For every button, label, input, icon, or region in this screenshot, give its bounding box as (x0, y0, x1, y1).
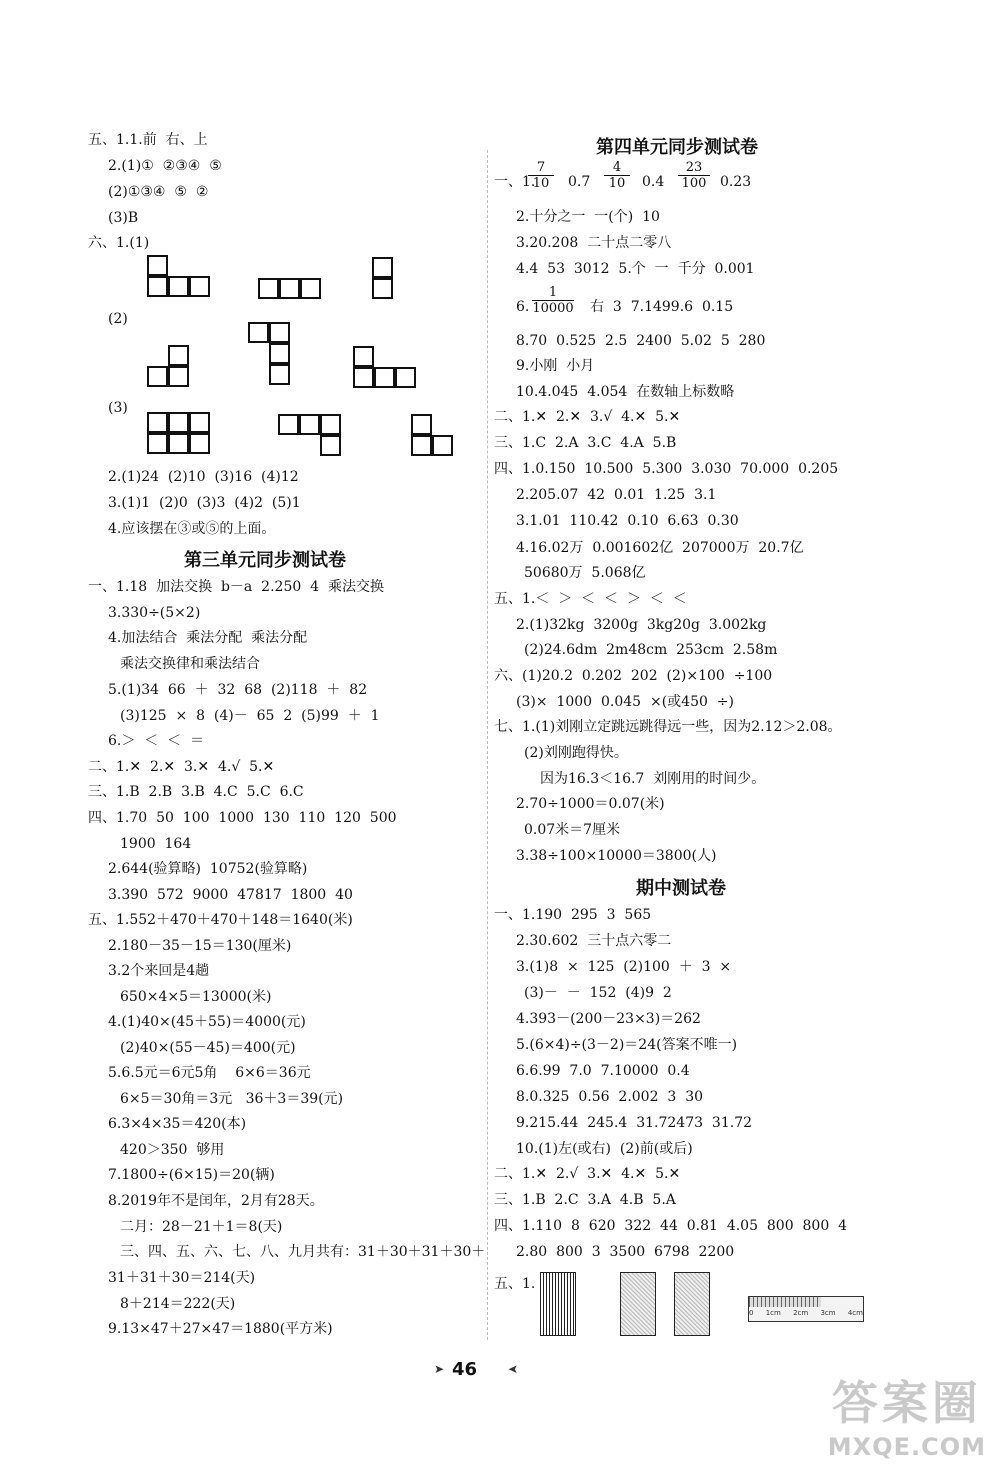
text-line: 3.390 572 9000 47817 1800 40 (108, 887, 353, 903)
column-divider (487, 150, 488, 1340)
text-line: (3)－ － 152 (4)9 2 (524, 985, 672, 1001)
text-line: 五、1.1.前 右、上 (88, 132, 208, 148)
text-line: 因为16.3＜16.7 刘刚用的时间少。 (540, 771, 766, 787)
fraction (528, 160, 554, 191)
ruler-label: 1cm (765, 1309, 781, 1317)
text-line: 420＞350 够用 (120, 1142, 225, 1158)
text-line: 6.＞ ＜ ＜ ＝ (108, 733, 205, 749)
text-line: 10.4.045 4.054 在数轴上标数略 (516, 384, 735, 400)
text-line: 三、1.B 2.B 3.B 4.C 5.C 6.C (88, 784, 304, 800)
ruler-label: 2cm (793, 1309, 809, 1317)
ruler-label: 4cm (847, 1309, 863, 1317)
striped-rectangle-figure (540, 1272, 576, 1336)
text-line: 2.30.602 三十点六零二 (516, 933, 672, 949)
text-line: (2)①③④ ⑤ ② (108, 184, 209, 200)
text-line: 5.6.5元＝6元5角 6×6＝36元 (108, 1065, 311, 1081)
fraction-denominator: 10 (528, 175, 554, 191)
text-line: 0.07米＝7厘米 (524, 822, 621, 838)
text-line: 2.十分之一 一(个) 10 (516, 209, 660, 225)
text-line: 2.(1)① ②③④ ⑤ (108, 158, 222, 174)
fraction-denominator: 100 (678, 175, 710, 191)
text-line: 0.4 (642, 174, 665, 190)
text-line: 6×5＝30角＝3元 36＋3＝39(元) (120, 1091, 344, 1107)
text-line: 2.(1)24 (2)10 (3)16 (4)12 (108, 469, 299, 485)
shaded-rectangle-figure (620, 1272, 656, 1336)
text-line: 五、1.552＋470＋470＋148＝1640(米) (88, 912, 353, 928)
text-line: 三、1.B 2.C 3.A 4.B 5.A (494, 1192, 676, 1208)
text-line: 6.6.99 7.0 7.10000 0.4 (516, 1063, 690, 1079)
shaded-rectangle-figure (674, 1272, 710, 1336)
watermark-text: 答案圈 (831, 1376, 982, 1430)
text-line: 50680万 5.068亿 (524, 565, 646, 581)
midterm-title: 期中测试卷 (636, 878, 726, 899)
fraction-numerator: 23 (685, 160, 703, 175)
text-line: 1900 164 (120, 836, 192, 852)
text-line: 七、1.(1)刘刚立定跳远跳得远一些，因为2.12＞2.08。 (494, 719, 842, 735)
watermark-logo (828, 1367, 986, 1461)
text-line: 2.70÷1000＝0.07(米) (516, 796, 665, 812)
text-line: 3.38÷100×10000＝3800(人) (516, 848, 717, 864)
text-line: 3.(1)1 (2)0 (3)3 (4)2 (5)1 (108, 495, 301, 511)
fraction (604, 160, 630, 191)
text-line: 2.(1)32kg 3200g 3kg20g 3.002kg (516, 617, 767, 633)
text-line: 4.4 53 3012 5.个 一 千分 0.001 (516, 261, 755, 277)
text-line: 一、1.190 295 3 565 (494, 907, 652, 923)
text-line: 0.23 (720, 174, 752, 190)
text-line: 3.20.208 二十点二零八 (516, 235, 672, 251)
text-line: 六、1.(1) (88, 235, 150, 251)
text-line: (2)刘刚跑得快。 (524, 745, 628, 761)
fraction-numerator: 1 (548, 285, 558, 300)
fraction-numerator: 7 (536, 160, 546, 175)
text-line: 2.205.07 42 0.01 1.25 3.1 (516, 487, 717, 503)
text-line: 10.(1)左(或右) (2)前(或后) (516, 1141, 693, 1157)
text-line: 二月：28－21＋1＝8(天) (120, 1219, 283, 1235)
text-line: (2)24.6dm 2m48cm 253cm 2.58m (524, 642, 778, 658)
text-line: 乘法交换律和乘法结合 (120, 656, 260, 672)
text-line: 3.2个来回是4趟 (108, 963, 210, 979)
text-line: 右 3 7.1499.6 0.15 (590, 299, 734, 315)
text-line: 二、1.✕ 2.√ 3.✕ 4.✕ 5.✕ (494, 1166, 681, 1182)
text-line: 31＋31＋30＝214(天) (108, 1270, 256, 1286)
text-line: 9.小刚 小月 (516, 358, 595, 374)
text-line: 四、1.0.150 10.500 5.300 3.030 70.000 0.205 (494, 461, 839, 477)
text-line: (3)125 × 8 (4)－ 65 2 (5)99 ＋ 1 (120, 708, 380, 724)
text-line: 六、(1)20.2 0.202 202 (2)×100 ÷100 (494, 668, 773, 684)
text-line: 8.70 0.525 2.5 2400 5.02 5 280 (516, 333, 766, 349)
text-line: 三、1.C 2.A 3.C 4.A 5.B (494, 435, 677, 451)
text-line: (3)B (108, 210, 139, 226)
text-line: 一、1.18 加法交换 b－a 2.250 4 乘法交换 (88, 579, 384, 595)
text-line: 0.7 (568, 174, 591, 190)
text-line: 3.330÷(5×2) (108, 605, 201, 621)
text-line: 二、1.✕ 2.✕ 3.✕ 4.√ 5.✕ (88, 759, 275, 775)
text-line: 5.(6×4)÷(3－2)＝24(答案不唯一) (516, 1037, 738, 1053)
text-line: 4.应该摆在③或⑤的上面。 (108, 521, 276, 537)
text-line: 4.16.02万 0.001602亿 207000万 20.7亿 (516, 540, 804, 556)
text-line: (2)40×(55－45)＝400(元) (120, 1040, 296, 1056)
text-line: 9.13×47＋27×47＝1880(平方米) (108, 1321, 333, 1337)
text-line: 650×4×5＝13000(米) (120, 989, 272, 1005)
text-line: 五、1.＜ ＞ ＜ ＜ ＞ ＜ ＜ (494, 591, 687, 607)
text-line: 6. (516, 299, 530, 315)
text-line: 3.(1)8 × 125 (2)100 ＋ 3 × (516, 959, 732, 975)
fraction (532, 285, 574, 316)
text-line: 一、1. (494, 174, 536, 190)
ruler-label: 3cm (820, 1309, 836, 1317)
text-line: 4.加法结合 乘法分配 乘法分配 (108, 630, 308, 646)
text-line: 2.180－35－15＝130(厘米) (108, 938, 292, 954)
text-line: 9.215.44 245.4 31.72473 31.72 (516, 1115, 753, 1131)
text-line: 8＋214＝222(天) (120, 1296, 236, 1312)
page-number: 46 (452, 1359, 478, 1380)
text-line: (2) (108, 311, 128, 327)
text-line: 6.3×4×35＝420(本) (108, 1116, 247, 1132)
fraction-denominator: 10 (604, 175, 630, 191)
text-line: 2.644(验算略) 10752(验算略) (108, 861, 308, 877)
unit4-title: 第四单元同步测试卷 (596, 137, 758, 158)
text-line: 5.(1)34 66 ＋ 32 68 (2)118 ＋ 82 (108, 682, 368, 698)
ruler-figure (748, 1296, 864, 1322)
text-line: (3) (108, 400, 128, 416)
text-line: 7.1800÷(6×15)＝20(辆) (108, 1167, 275, 1183)
fraction-denominator: 10000 (532, 301, 574, 316)
ruler-label: 0 (749, 1309, 754, 1317)
text-line: 2.80 800 3 3500 6798 2200 (516, 1244, 735, 1260)
text-line: 四、1.110 8 620 322 44 0.81 4.05 800 800 4 (494, 1218, 848, 1234)
unit3-title: 第三单元同步测试卷 (184, 550, 346, 571)
text-line: 五、1. (494, 1276, 536, 1292)
text-line: 二、1.✕ 2.✕ 3.√ 4.✕ 5.✕ (494, 409, 681, 425)
fraction (678, 160, 710, 191)
text-line: 3.1.01 110.42 0.10 6.63 0.30 (516, 513, 739, 529)
text-line: 四、1.70 50 100 1000 130 110 120 500 (88, 810, 397, 826)
watermark-url: MXQE.COM (827, 1433, 986, 1461)
left-arrow-icon: ➤ (434, 1362, 445, 1376)
right-arrow-icon: ➤ (508, 1362, 519, 1376)
text-line: 三、四、五、六、七、八、九月共有：31＋30＋31＋30＋ (120, 1244, 486, 1260)
text-line: 4.(1)40×(45＋55)＝4000(元) (108, 1014, 306, 1030)
text-line: (3)× 1000 0.045 ×(或450 ÷) (516, 694, 734, 710)
text-line: 8.0.325 0.56 2.002 3 30 (516, 1089, 704, 1105)
fraction-numerator: 4 (612, 160, 622, 175)
text-line: 8.2019年不是闰年，2月有28天。 (108, 1193, 324, 1209)
text-line: 4.393－(200－23×3)＝262 (516, 1011, 701, 1027)
